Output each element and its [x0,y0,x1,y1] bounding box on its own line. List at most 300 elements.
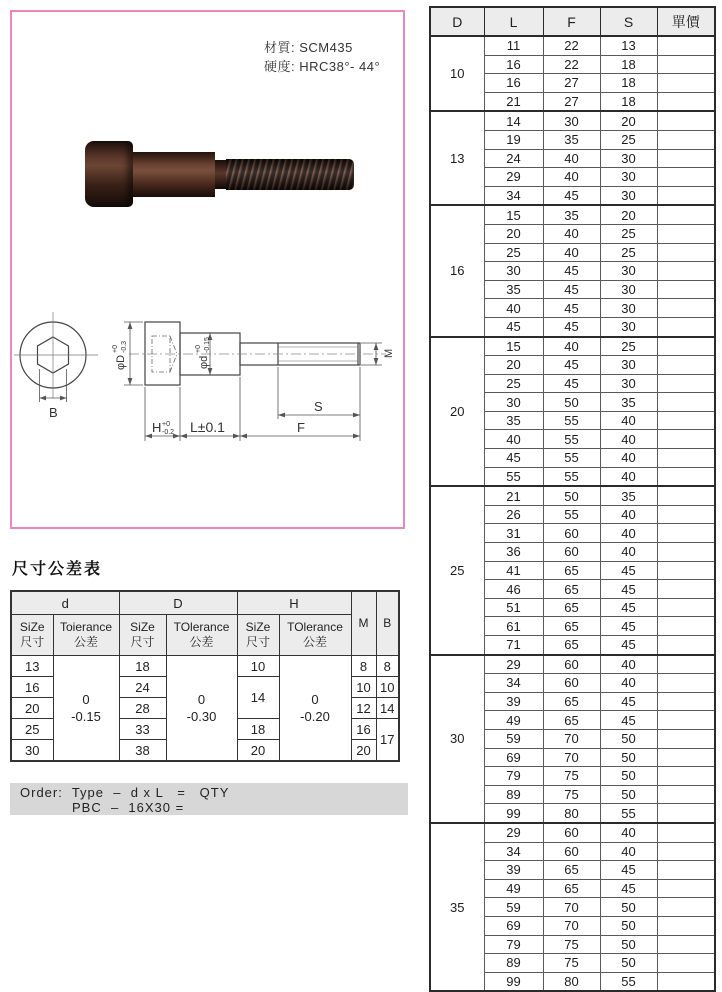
cell-f: 55 [543,449,600,468]
cell-price [657,130,715,149]
table-row [430,486,715,505]
cell-price [657,972,715,991]
cell-s: 25 [600,337,657,356]
cell-h-size: 18 [237,719,279,740]
cell-s: 50 [600,898,657,917]
cell-s: 50 [600,916,657,935]
tolerance-value-bot: -0.20 [300,709,330,724]
cell-m-value: 10 [351,677,376,698]
cell-s: 18 [600,74,657,93]
cell-d: 20 [430,337,484,487]
cell-s: 30 [600,280,657,299]
cell-s: 55 [600,972,657,991]
cell-s: 25 [600,243,657,262]
cell-l: 46 [484,580,543,599]
cell-f: 70 [543,729,600,748]
cell-f: 45 [543,299,600,318]
tolerance-header-row-2 [11,615,399,656]
arrow [180,434,187,439]
cell-f: 65 [543,692,600,711]
cell-s: 40 [600,655,657,674]
cell-f: 35 [543,205,600,224]
cell-l: 55 [484,467,543,486]
cell-f: 60 [543,543,600,562]
cell-d-size: 16 [11,677,53,698]
cell-s: 50 [600,748,657,767]
cell-l: 31 [484,524,543,543]
end-view-centerlines [14,312,98,398]
cell-f: 45 [543,374,600,393]
cell-s: 30 [600,356,657,375]
cell-price [657,842,715,861]
cell-d: 35 [430,823,484,991]
cell-l: 20 [484,224,543,243]
cell-price [657,186,715,205]
cell-price [657,149,715,168]
cell-s: 30 [600,262,657,281]
cell-f: 65 [543,598,600,617]
cell-f: 70 [543,748,600,767]
dimension-label-s: S [314,399,323,414]
cell-l: 35 [484,280,543,299]
table-row [430,823,715,842]
cell-price [657,467,715,486]
cell-l: 30 [484,393,543,412]
dimension-label-h-tol-top: +0 [162,421,170,428]
order-line-1: Order: Type – d x L = QTY [20,785,230,800]
cell-price [657,580,715,599]
svg-text:-0.3: -0.3 [121,340,128,353]
cell-l: 15 [484,205,543,224]
sub-header-zh: 尺寸 [130,635,155,649]
arrow [240,434,247,439]
cell-price [657,804,715,823]
cell-f: 75 [543,954,600,973]
cell-l: 21 [484,486,543,505]
cell-price [657,411,715,430]
arrow [353,434,360,439]
sub-header [237,615,279,656]
cell-s: 30 [600,317,657,336]
svg-text:+0: +0 [112,345,119,353]
cell-s: 40 [600,505,657,524]
cell-price [657,879,715,898]
cell-s: 45 [600,561,657,580]
cell-l: 11 [484,36,543,55]
screw-neck [215,160,226,189]
arrow [145,434,152,439]
cell-price [657,374,715,393]
arrow [128,378,133,385]
dimension-label-h-tol-bot: -0.2 [162,429,175,436]
cell-l: 41 [484,561,543,580]
dimension-label-phiD [112,341,128,370]
screw-head [85,141,133,207]
sub-header [119,615,166,656]
cell-s: 18 [600,92,657,111]
cell-d: 25 [430,486,484,654]
cell-f: 75 [543,935,600,954]
cell-l: 34 [484,674,543,693]
cell-h-size: 10 [237,656,279,677]
tolerance-value-top: 0 [82,692,90,707]
sub-header-en: SiZe [245,620,271,634]
screw-thread [226,159,354,190]
cell-price [657,74,715,93]
cell-s: 30 [600,149,657,168]
cell-s: 45 [600,636,657,655]
cell-s: 40 [600,842,657,861]
arrow [128,322,133,329]
tolerance-value-top: 0 [311,692,319,707]
cell-f: 45 [543,317,600,336]
cell-l: 25 [484,374,543,393]
cell-f: 45 [543,356,600,375]
cell-l: 45 [484,449,543,468]
sub-header-zh: 公差 [189,635,214,649]
cell-price [657,561,715,580]
cell-f: 45 [543,280,600,299]
cell-price [657,449,715,468]
cell-price [657,636,715,655]
cell-f: 65 [543,861,600,880]
cell-price [657,299,715,318]
sub-header [166,615,237,656]
table-row [430,655,715,674]
group-header: H [237,591,351,615]
cell-l: 49 [484,711,543,730]
cell-l: 34 [484,842,543,861]
cell-h-size: 14 [237,677,279,719]
table-row [430,337,715,356]
column-header: 單價 [657,7,715,36]
cell-s: 18 [600,55,657,74]
cell-s: 45 [600,711,657,730]
cell-m-value: 8 [351,656,376,677]
cell-price [657,767,715,786]
column-header: S [600,7,657,36]
cell-f: 70 [543,916,600,935]
cell-d: 16 [430,205,484,336]
cell-price [657,524,715,543]
cell-s: 35 [600,393,657,412]
sub-header-zh: 尺寸 [20,635,45,649]
tolerance-value-bot: -0.15 [71,709,101,724]
sub-header [53,615,119,656]
cell-s: 55 [600,804,657,823]
cell-l: 34 [484,186,543,205]
cell-price [657,748,715,767]
sub-header-zh: 尺寸 [245,635,270,649]
cell-f: 65 [543,617,600,636]
cell-h-size: 20 [237,740,279,762]
cell-d: 30 [430,655,484,823]
cell-m-value: 20 [351,740,376,762]
sub-header-zh: 公差 [302,635,327,649]
cell-price [657,935,715,954]
cell-f: 50 [543,486,600,505]
cell-f: 65 [543,636,600,655]
tolerance-value-top: 0 [197,692,206,707]
arrow [60,396,67,401]
cell-price [657,823,715,842]
cell-price [657,337,715,356]
cell-l: 71 [484,636,543,655]
cell-s: 20 [600,205,657,224]
cell-f: 22 [543,36,600,55]
cell-s: 45 [600,598,657,617]
cell-f: 35 [543,130,600,149]
dimension-price-table [429,6,716,992]
cell-price [657,486,715,505]
cell-s: 40 [600,411,657,430]
material-info [264,38,380,76]
cell-price [657,36,715,55]
cell-s: 25 [600,224,657,243]
main-table-head [430,7,715,36]
cell-f: 55 [543,411,600,430]
product-spec-box [10,10,405,529]
cell-price [657,243,715,262]
cell-f: 65 [543,711,600,730]
sub-header-en: TOlerance [173,620,230,634]
table-row [430,111,715,130]
cell-l: 30 [484,262,543,281]
cell-price [657,92,715,111]
cell-s: 50 [600,935,657,954]
cell-l: 35 [484,411,543,430]
cell-D-size: 24 [119,677,166,698]
hardness-line: 硬度: HRC38°- 44° [264,59,381,74]
cell-price [657,711,715,730]
sub-header-zh: 公差 [73,635,98,649]
cell-s: 40 [600,823,657,842]
screw-shoulder [133,152,215,197]
cell-f: 45 [543,262,600,281]
cell-s: 30 [600,299,657,318]
cell-f: 65 [543,561,600,580]
cell-l: 15 [484,337,543,356]
cell-l: 19 [484,130,543,149]
cell-s: 45 [600,879,657,898]
arrow [278,413,285,418]
cell-price [657,280,715,299]
sub-header-en: SiZe [130,620,155,634]
cell-b-value: 10 [376,677,399,698]
cell-f: 22 [543,55,600,74]
svg-text:M: M [383,348,395,358]
cell-l: 49 [484,879,543,898]
cell-price [657,729,715,748]
cell-s: 35 [600,486,657,505]
column-header: D [430,7,484,36]
cell-s: 45 [600,617,657,636]
material-line: 材質: SCM435 [264,40,353,55]
cell-price [657,598,715,617]
cell-f: 40 [543,243,600,262]
cell-d-size: 30 [11,740,53,762]
tolerance-table-head [11,591,399,656]
dimension-label-b: B [49,405,58,420]
cell-f: 55 [543,430,600,449]
table-row [430,36,715,55]
cell-price [657,262,715,281]
cell-f: 40 [543,149,600,168]
cell-price [657,55,715,74]
column-header: L [484,7,543,36]
cell-s: 20 [600,111,657,130]
cell-l: 24 [484,149,543,168]
order-box [10,783,408,815]
cell-s: 40 [600,524,657,543]
cell-price [657,785,715,804]
cell-s: 40 [600,449,657,468]
cell-price [657,954,715,973]
cell-f: 27 [543,74,600,93]
cell-price [657,393,715,412]
svg-text:-0.15: -0.15 [204,337,211,353]
table-row [430,205,715,224]
cell-f: 55 [543,467,600,486]
cell-price [657,617,715,636]
cell-price [657,317,715,336]
cell-f: 65 [543,580,600,599]
cell-l: 99 [484,804,543,823]
cell-price [657,168,715,187]
cell-s: 50 [600,729,657,748]
cell-l: 25 [484,243,543,262]
cell-l: 16 [484,55,543,74]
cell-D-size: 18 [119,656,166,677]
cell-s: 50 [600,767,657,786]
sub-header-en: Toierance [59,620,113,634]
svg-text:φd: φd [198,355,210,369]
cell-f: 30 [543,111,600,130]
cell-f: 60 [543,674,600,693]
cell-l: 45 [484,317,543,336]
cell-f: 80 [543,804,600,823]
cell-l: 79 [484,767,543,786]
cell-s: 40 [600,543,657,562]
group-header: d [11,591,119,615]
cell-s: 25 [600,130,657,149]
cell-D-size: 33 [119,719,166,740]
cell-d-tolerance [53,656,119,762]
cell-s: 40 [600,430,657,449]
tolerance-table-title: 尺寸公差表 [12,561,103,578]
cell-m-value: 12 [351,698,376,719]
cell-f: 75 [543,767,600,786]
cell-l: 61 [484,617,543,636]
cell-price [657,674,715,693]
arrow [374,343,379,350]
arrow [40,396,47,401]
cell-f: 60 [543,655,600,674]
tolerance-table [10,590,400,762]
cell-l: 26 [484,505,543,524]
cell-f: 50 [543,393,600,412]
technical-drawing [14,305,406,457]
tolerance-header-row-1 [11,591,399,615]
cell-f: 27 [543,92,600,111]
cell-f: 75 [543,785,600,804]
product-photo [85,141,370,223]
cell-d-size: 13 [11,656,53,677]
arrow [353,413,360,418]
arrow [374,358,379,365]
cell-l: 29 [484,823,543,842]
cell-D-size: 28 [119,698,166,719]
sub-header-en: TOlerance [287,620,343,634]
cell-s: 30 [600,168,657,187]
cell-f: 70 [543,898,600,917]
cell-s: 50 [600,954,657,973]
cell-price [657,430,715,449]
cell-l: 89 [484,785,543,804]
cell-l: 79 [484,935,543,954]
cell-f: 45 [543,186,600,205]
cell-s: 40 [600,674,657,693]
cell-m-value: 16 [351,719,376,740]
cell-price [657,861,715,880]
cell-price [657,655,715,674]
cell-price [657,111,715,130]
dimension-label-f: F [297,420,305,435]
side-view [145,322,360,385]
cell-f: 40 [543,224,600,243]
cell-price [657,224,715,243]
cell-price [657,205,715,224]
cell-l: 69 [484,748,543,767]
cell-d: 13 [430,111,484,205]
column-header: F [543,7,600,36]
cell-f: 60 [543,842,600,861]
dimension-label-m [383,349,395,358]
cell-l: 89 [484,954,543,973]
cell-l: 14 [484,111,543,130]
cell-l: 99 [484,972,543,991]
cell-s: 50 [600,785,657,804]
cell-s: 30 [600,186,657,205]
cell-l: 39 [484,692,543,711]
cell-d-size: 25 [11,719,53,740]
cell-f: 80 [543,972,600,991]
cell-l: 39 [484,861,543,880]
main-table-header-row [430,7,715,36]
cell-D-size: 38 [119,740,166,762]
tolerance-value-bot: -0.30 [186,709,217,724]
cell-b-value: 14 [376,698,399,719]
order-line-2: PBC – 16X30 = [72,800,185,815]
cell-s: 45 [600,692,657,711]
cell-l: 16 [484,74,543,93]
cell-d: 10 [430,36,484,111]
cell-d-size: 20 [11,698,53,719]
cell-l: 40 [484,430,543,449]
sub-header [11,615,53,656]
cell-f: 55 [543,505,600,524]
cell-f: 60 [543,524,600,543]
cell-f: 40 [543,337,600,356]
cell-l: 69 [484,916,543,935]
cell-s: 45 [600,580,657,599]
column-header-b: B [376,591,399,656]
cell-f: 60 [543,823,600,842]
arrow [233,434,240,439]
sub-header-en: SiZe [19,620,45,634]
cell-price [657,543,715,562]
cell-l: 40 [484,299,543,318]
